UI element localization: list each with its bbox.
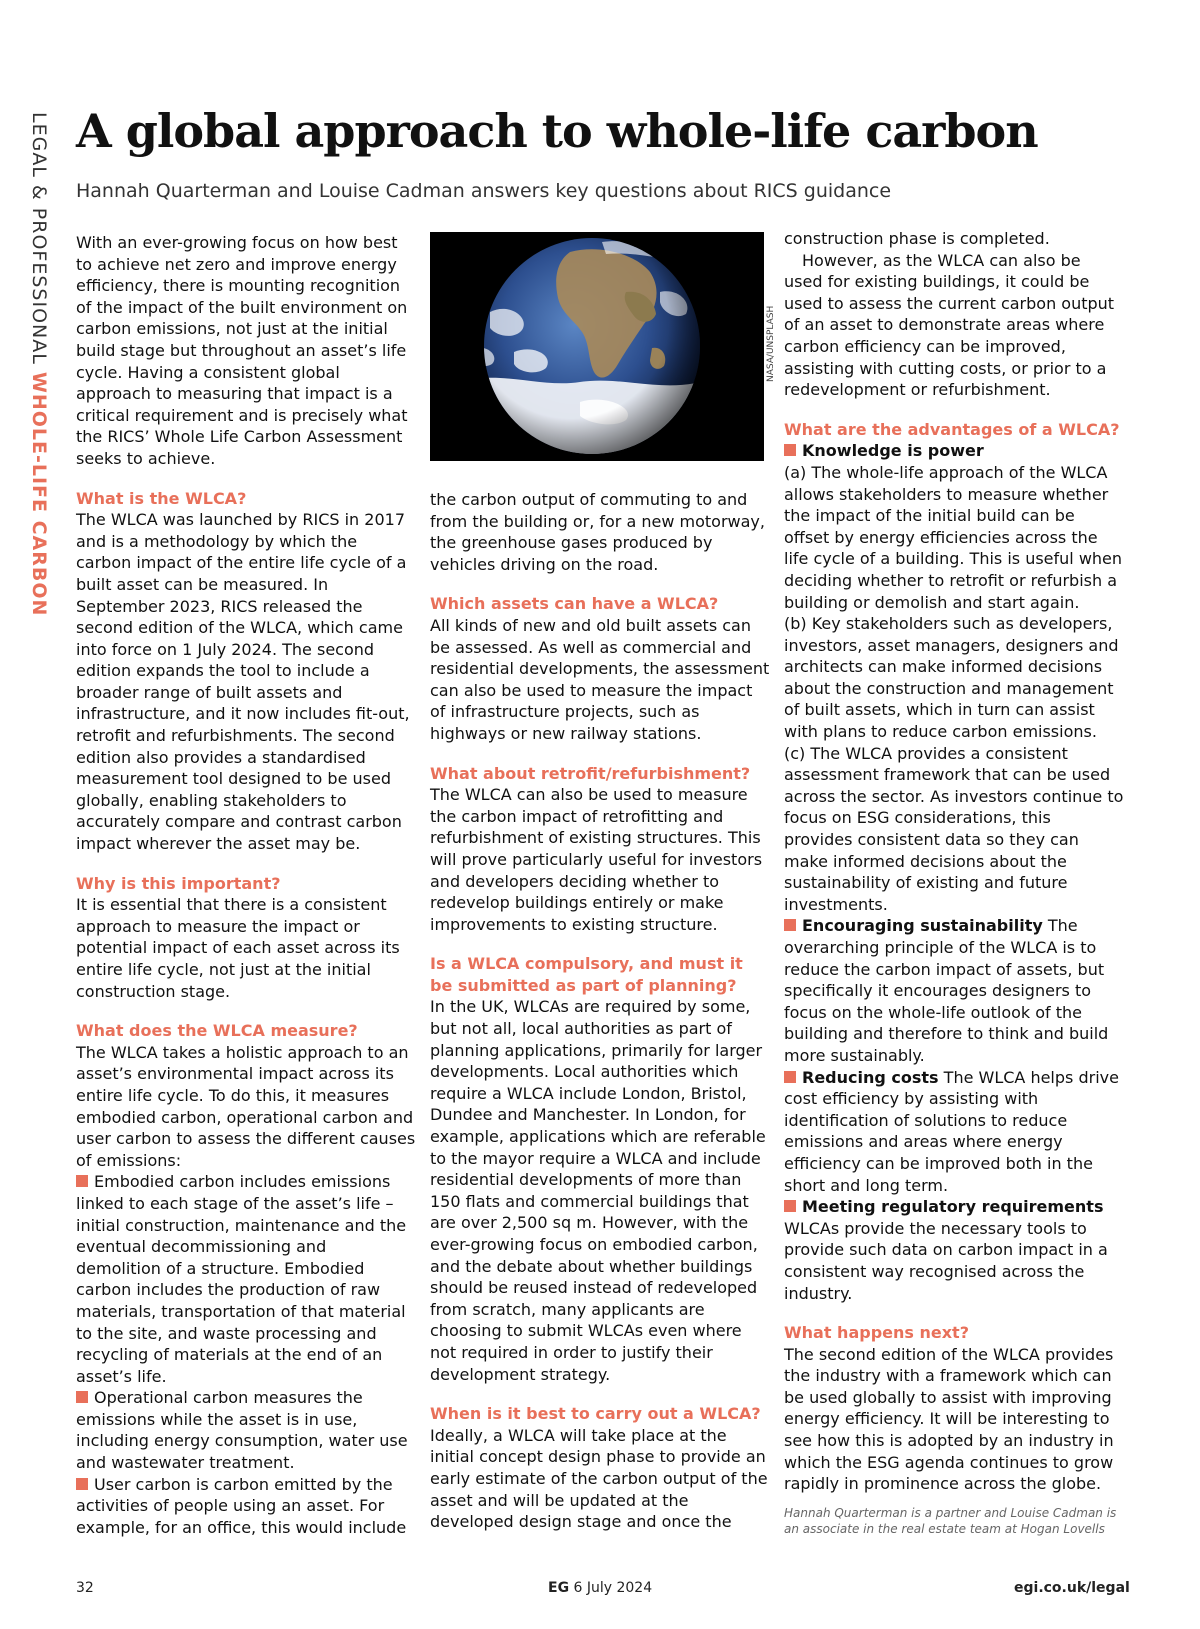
footer-publication (548, 1580, 652, 1596)
bullet-regulatory (784, 1196, 1124, 1218)
bullet-knowledge-title: Knowledge is power (802, 441, 984, 461)
heading-what-is: What is the WLCA? (76, 488, 247, 508)
bullet-sustainability-text: The overarching principle of the WLCA is to reduce the carbon impact of assets, but specifically it encourages designers to focus on the whole-life outlook of the building and therefore to think and build more sustainably. (784, 916, 1109, 1065)
section-tab (28, 112, 50, 616)
paragraph-advantage-b: (b) Key stakeholders such as developers, investors, asset managers, designers and architects can make informed decisions about the construction and management of built assets, which in turn can assist with plans to reduce carbon emissions. (784, 614, 1119, 742)
heading-assets: Which assets can have a WLCA? (430, 594, 719, 614)
bullet-regulatory-title: Meeting regulatory requirements (802, 1197, 1104, 1217)
bullet-sustainability (784, 915, 1124, 1066)
paragraph-advantage-a: (a) The whole-life approach of the WLCA allows stakeholders to measure whether the impact of the initial build can be offset by energy efficiencies across the life cycle of a building. This is useful when deciding whether to retrofit or refurbish a building or demolish and start again. (784, 462, 1123, 612)
paragraph-regulatory: WLCAs provide the necessary tools to provide such data on carbon impact in a consistent way recognised across the industry. (784, 1218, 1108, 1303)
bullet-sustainability-title: Encouraging sustainability (802, 916, 1043, 936)
intro-paragraph: With an ever-growing focus on how best to achieve net zero and improve energy efficiency, there is mounting recognition of the impact of the built environment on carbon emissions, not just at the initial build stage but throughout an asset’s life cycle. Having a consistent global approach to measuring that impact is a critical requirement and is precisely what the RICS’ Whole Life Carbon Assessment seeks to achieve. (76, 233, 408, 468)
paragraph-next: The second edition of the WLCA provides the industry with a framework which can be used globally to assist with improving energy efficiency. It will be interesting to see how this is adopted by an industry in which the ESG agenda continues to grow rapidly in prominence across the globe. (784, 1344, 1114, 1494)
paragraph-assets: All kinds of new and old built assets can be assessed. As well as commercial and residential developments, the assessment can also be used to measure the impact of infrastructure projects, such as highways or new railway stations. (430, 615, 770, 743)
bullet-costs-title: Reducing costs (802, 1067, 939, 1087)
column-1 (76, 232, 416, 1538)
bullet-operational: Operational carbon measures the emissions while the asset is in use, including energy consumption, water use and wastewater treatment. (76, 1387, 416, 1473)
paragraph-retrofit: The WLCA can also be used to measure the carbon impact of retrofitting and refurbishment of existing structures. This will prove particularly useful for investors and developers deciding whether to redevelop buildings entirely or make improvements to existing structure. (430, 785, 763, 934)
paragraph-measure: The WLCA takes a holistic approach to an asset’s environmental impact across its entire life cycle. To do this, it measures embodied carbon, operational carbon and user carbon to assess the different causes of emissions: (76, 1042, 416, 1170)
heading-retrofit: What about retrofit/refurbishment? (430, 763, 751, 783)
heading-compulsory: Is a WLCA compulsory, and must it be submitted as part of planning? (430, 954, 743, 995)
paragraph-advantage-c: (c) The WLCA provides a consistent assessment framework that can be used across the sector. As investors continue to focus on ESG considerations, this provides consistent data so they can make informed decisions about the sustainability of existing and future investments. (784, 743, 1124, 914)
photo-credit: NASA/UNSPLASH (766, 305, 776, 382)
column-2 (430, 489, 770, 1533)
standfirst: Hannah Quarterman and Louise Cadman answers key questions about RICS guidance (76, 180, 892, 202)
paragraph-why: It is essential that there is a consistent approach to measure the impact or potential impact of each asset across its entire life cycle, not just at the initial construction stage. (76, 895, 400, 1001)
earth-globe-icon (430, 232, 764, 461)
paragraph-when: Ideally, a WLCA will take place at the initial concept design phase to provide an early estimate of the carbon output of the asset and will be updated at the developed design stage and once the (430, 1425, 768, 1532)
bullet-costs (784, 1067, 1124, 1197)
paragraph-compulsory: In the UK, WLCAs are required by some, but not all, local authorities as part of planning applications, primarily for larger developments. Local authorities which require a WLCA include London, Bristol, Dundee and Manchester. In London, for example, applications which are referable to the mayor require a WLCA and include residential developments of more than 150 flats and commercial buildings that are over 2,500 sq m. However, with the ever-growing focus on embodied carbon, and the debate about whether buildings should be reused instead of redeveloped from scratch, many applicants are choosing to submit WLCAs even where not required in order to justify their development strategy. (430, 997, 766, 1384)
paragraph-what-is: The WLCA was launched by RICS in 2017 and is a methodology by which the carbon impact of the entire life cycle of a built asset can be measured. In September 2023, RICS released the second edition of the WLCA, which came into force on 1 July 2024. The second edition expands the tool to include a broader range of built assets and infrastructure, and it now includes fit-out, retrofit and refurbishments. The second edition also provides a standardised measurement tool designed to be used globally, enabling stakeholders to accurately compare and contrast carbon impact wherever the asset may be. (76, 510, 410, 854)
heading-why: Why is this important? (76, 873, 281, 893)
paragraph-construction-completed: construction phase is completed. (784, 229, 1050, 248)
author-credit: Hannah Quarterman is a partner and Louise Cadman is an associate in the real estate team at Hogan Lovells (784, 1505, 1117, 1536)
earth-photo (430, 232, 764, 461)
headline: A global approach to whole-life carbon (76, 104, 1038, 158)
column-3 (784, 228, 1124, 1537)
footer-url[interactable]: egi.co.uk/legal (1014, 1580, 1130, 1596)
heading-measure: What does the WLCA measure? (76, 1021, 358, 1041)
paragraph-existing-buildings: However, as the WLCA can also be used for existing buildings, it could be used to assess the current carbon output of an asset to demonstrate areas where carbon efficiency can be improved, assisting with cutting costs, or prior to a redevelopment or refurbishment. (784, 250, 1115, 400)
section-tab-prefix: LEGAL & PROFESSIONAL (28, 112, 50, 372)
section-tab-accent: WHOLE-LIFE CARBON (28, 371, 50, 617)
heading-when: When is it best to carry out a WLCA? (430, 1404, 761, 1424)
page-number: 32 (76, 1580, 94, 1596)
publication-name: EG (548, 1580, 570, 1596)
bullet-embodied: Embodied carbon includes emissions linked to each stage of the asset’s life – initial construction, maintenance and the eventual decommissioning and demolition of a structure. Embodied carbon includes the production of raw materials, transportation of that material to the site, and waste processing and recycling of materials at the end of an asset’s life. (76, 1171, 416, 1387)
heading-advantages: What are the advantages of a WLCA? (784, 419, 1120, 439)
bullet-knowledge (784, 440, 1124, 462)
heading-next: What happens next? (784, 1323, 969, 1343)
bullet-user: User carbon is carbon emitted by the activities of people using an asset. For example, for an office, this would include (76, 1474, 416, 1539)
paragraph-commuting: the carbon output of commuting to and from the building or, for a new motorway, the greenhouse gases produced by vehicles driving on the road. (430, 490, 765, 574)
publication-date: 6 July 2024 (569, 1580, 653, 1596)
bullet-costs-text: The WLCA helps drive cost efficiency by assisting with identification of solutions to reduce emissions and areas where energy efficiency can be improved both in the short and long term. (784, 1067, 1119, 1195)
